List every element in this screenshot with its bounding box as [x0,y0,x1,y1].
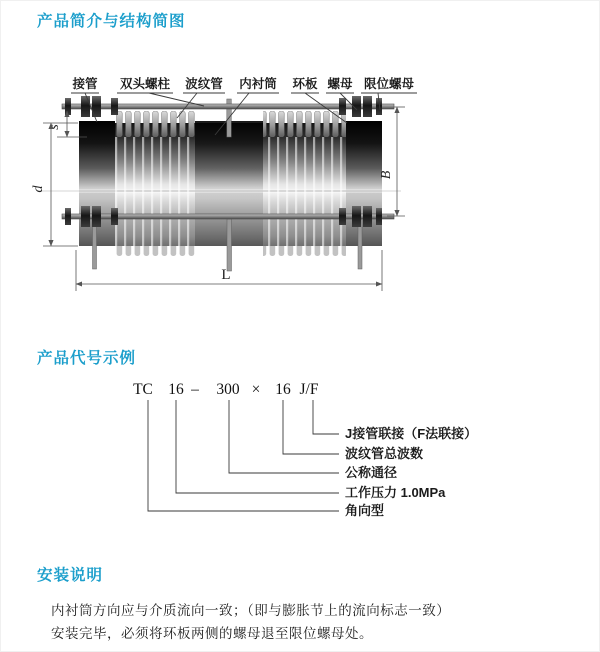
limit-nut-label: 限位螺母 [363,77,415,91]
code-token-diameter: 300 [216,381,240,398]
code-token-connection: J/F [299,381,319,398]
structure-diagram [29,63,471,313]
code-token-pressure: 16 [168,381,184,398]
code-token-type: TC [133,381,153,398]
section-title-code: 产品代号示例 [37,350,137,367]
code-token-times: × [251,381,261,398]
explanation-wave-count: 波纹管总波数 [345,446,424,461]
code-token-dash: – [191,381,199,398]
bellows-right [263,111,346,257]
code-breakdown-drawing [101,374,563,542]
dim-B [387,107,405,216]
dim-L-label: L [221,267,231,283]
explanation-working-pressure: 工作压力 1.0MPa [345,485,446,500]
explanation-connection: J接管联接（F法联接） [345,426,478,441]
dim-d [43,123,78,246]
dim-s-label: s [47,124,62,130]
connector-pipe-label: 接管 [72,77,98,91]
section-title-intro: 产品简介与结构简图 [37,13,186,30]
product-code-diagram [101,374,563,542]
explanation-angular-type: 角向型 [345,503,385,518]
stud-center-bottom [227,219,232,271]
nut-label: 螺母 [327,77,353,91]
inner-liner-label: 内衬筒 [239,77,277,91]
installation-notes [51,599,561,645]
bellows-left [115,111,195,257]
ring-plate-label: 环板 [292,77,318,91]
code-token-waves: 16 [275,381,291,398]
installation-line-1: 内衬筒方向应与介质流向一致；（即与膨胀节上的流向标志一致） [51,603,451,618]
dim-d-label: d [31,185,46,193]
double-stud-label: 双头螺柱 [119,77,171,91]
bellows-label: 波纹管 [185,77,223,91]
installation-line-2: 安装完毕，必须将环板两侧的螺母退至限位螺母处。 [51,626,373,641]
code-tokens [133,381,319,398]
expansion-joint-drawing [29,63,471,313]
section-title-install: 安装说明 [37,567,104,584]
code-leader-lines [148,400,339,511]
explanation-nominal-diameter: 公称通径 [345,465,398,480]
dim-B-label: B [379,170,394,180]
